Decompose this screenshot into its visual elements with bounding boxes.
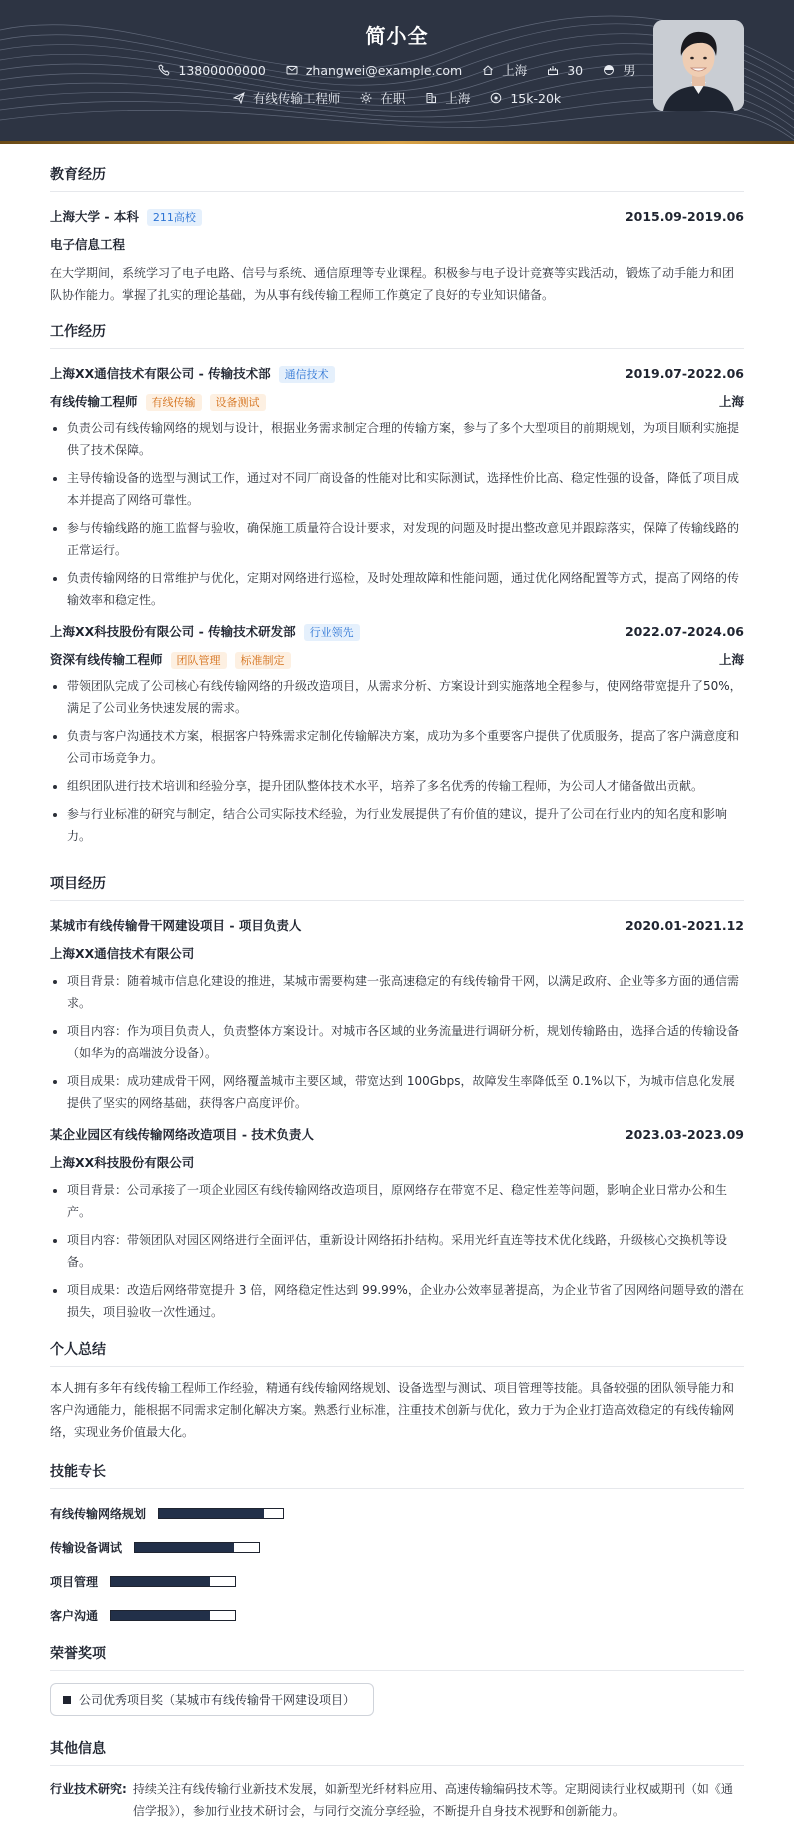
education-section — [50, 164, 744, 306]
project-date: 2023.03-2023.09 — [624, 1126, 744, 1142]
gender-text: 男 — [623, 63, 636, 78]
skill-item — [50, 1605, 402, 1625]
summary-section — [50, 1339, 744, 1443]
position-tag: 设备测试 — [210, 394, 266, 411]
award-item — [50, 1683, 374, 1716]
school-name — [50, 207, 202, 226]
list-item: 组织团队进行技术培训和经验分享，提升团队整体技术水平，培养了多名优秀的传输工程师，为公司人才储备做出贡献。 — [50, 775, 744, 797]
list-item: 负责与客户沟通技术方案，根据客户特殊需求定制化传输解决方案，成功为多个重要客户提供了优质服务，提高了客户满意度和公司市场竞争力。 — [50, 725, 744, 769]
summary-text: 本人拥有多年有线传输工程师工作经验，精通有线传输网络规划、设备选型与测试、项目管理等技能。具备较强的团队领导能力和客户沟通能力，能根据不同需求定制化解决方案。熟悉行业标准，注重技术创新与优化，致力于为企业打造高效稳定的有线传输网络，实现业务价值最大化。 — [50, 1381, 735, 1439]
awards-section — [50, 1643, 744, 1716]
list-item: 项目成果：改造后网络带宽提升 3 倍，网络稳定性达到 99.99%，企业办公效率显著提高，为企业节省了因网络问题导致的潜在损失，项目验收一次性通过。 — [50, 1279, 744, 1323]
company-text: 上海XX科技股份有限公司 - 传输技术研发部 — [50, 623, 296, 639]
company-text: 上海XX通信技术有限公司 - 传输技术部 — [50, 365, 271, 381]
skills-section — [50, 1461, 744, 1639]
project-date: 2020.01-2021.12 — [624, 917, 744, 933]
position — [50, 392, 266, 411]
work-city: 上海 — [718, 652, 744, 667]
skill-item — [50, 1503, 402, 1523]
education-description: 在大学期间，系统学习了电子电路、信号与系统、通信原理等专业课程。积极参与电子设计竞赛等实践活动，锻炼了动手能力和团队协作能力。掌握了扎实的理论基础，为从事有线传输工程师工作奠定了良好的专业知识储备。 — [50, 266, 735, 302]
school-text: 上海大学 - 本科 — [50, 208, 139, 224]
other-section — [50, 1738, 744, 1822]
skill-bar — [110, 1610, 236, 1621]
job-title-item — [233, 89, 341, 107]
section-title-work: 工作经历 — [50, 321, 744, 349]
status-text: 在职 — [380, 91, 406, 106]
skill-bar — [134, 1542, 260, 1553]
status-item — [360, 89, 405, 107]
work-section — [50, 321, 744, 847]
project-item — [50, 915, 744, 1114]
project-company: 上海XX科技股份有限公司 — [50, 1155, 195, 1170]
age-text: 30 — [567, 62, 584, 78]
resume-body — [50, 144, 744, 1822]
list-item: 项目背景：公司承接了一项企业园区有线传输网络改造项目，原网络存在带宽不足、稳定性差等问题，影响企业日常办公和生产。 — [50, 1179, 744, 1223]
email-item — [286, 63, 462, 78]
other-item — [50, 1778, 744, 1822]
projects-section — [50, 873, 744, 1323]
position-text: 有线传输工程师 — [50, 393, 138, 409]
school-tag: 211高校 — [147, 209, 202, 226]
list-item: 项目内容：带领团队对园区网络进行全面评估，重新设计网络拓扑结构。采用光纤直连等技术优化线路，升级核心交换机等设备。 — [50, 1229, 744, 1273]
education-date: 2015.09-2019.06 — [624, 208, 744, 224]
mail-icon — [286, 64, 298, 76]
phone-icon — [158, 64, 170, 76]
square-bullet-icon — [63, 1696, 71, 1704]
work-date: 2019.07-2022.06 — [624, 365, 744, 381]
age-item — [547, 63, 583, 78]
section-title-skills: 技能专长 — [50, 1461, 744, 1489]
candidate-name: 简小全 — [365, 24, 429, 48]
project-bullets — [50, 1179, 744, 1323]
salary-text: 15k-20k — [510, 90, 562, 106]
list-item: 参与行业标准的研究与制定，结合公司实际技术经验，为行业发展提供了有价值的建议，提升了公司在行业内的知名度和影响力。 — [50, 803, 744, 847]
skill-item — [50, 1537, 402, 1557]
work-bullets — [50, 675, 744, 847]
skill-bar — [110, 1576, 236, 1587]
company-tag: 通信技术 — [279, 366, 335, 383]
award-text: 公司优秀项目奖（某城市有线传输骨干网建设项目） — [79, 1693, 356, 1707]
location-item — [482, 61, 527, 79]
section-title-education: 教育经历 — [50, 164, 744, 192]
email-text: zhangwei@example.com — [305, 62, 463, 78]
target-city-text: 上海 — [445, 91, 471, 106]
work-date: 2022.07-2024.06 — [624, 623, 744, 639]
project-title: 某城市有线传输骨干网建设项目 - 项目负责人 — [50, 918, 302, 933]
position-text: 资深有线传输工程师 — [50, 651, 163, 667]
home-icon — [482, 64, 494, 76]
list-item: 项目背景：随着城市信息化建设的推进，某城市需要构建一张高速稳定的有线传输骨干网，以满足政府、企业等多方面的通信需求。 — [50, 970, 744, 1014]
skill-name: 传输设备调试 — [50, 1540, 123, 1555]
education-header-row — [50, 206, 744, 226]
resume-header — [0, 0, 794, 144]
phone-text: 13800000000 — [178, 62, 266, 78]
section-title-awards: 荣誉奖项 — [50, 1643, 744, 1671]
work-city: 上海 — [718, 394, 744, 409]
company-name — [50, 364, 335, 383]
skills-grid — [50, 1503, 744, 1639]
skill-name: 客户沟通 — [50, 1608, 99, 1623]
skill-bar-fill — [111, 1577, 210, 1586]
position — [50, 650, 291, 669]
work-item — [50, 363, 744, 611]
position-tag: 标准制定 — [235, 652, 291, 669]
gender-item — [603, 61, 636, 79]
salary-item — [490, 91, 561, 106]
other-value: 持续关注有线传输行业新技术发展，如新型光纤材料应用、高速传输编码技术等。定期阅读行业权威期刊（如《通信学报》），参加行业技术研讨会，与同行交流分享经验，不断提升自身技术视野和创新能力。 — [132, 1782, 733, 1818]
skill-bar — [158, 1508, 284, 1519]
skill-name: 项目管理 — [50, 1574, 99, 1589]
project-company: 上海XX通信技术有限公司 — [50, 946, 195, 961]
list-item: 参与传输线路的施工监督与验收，确保施工质量符合设计要求，对发现的问题及时提出整改意见并跟踪落实，保障了传输线路的正常运行。 — [50, 517, 744, 561]
company-tag: 行业领先 — [304, 624, 360, 641]
project-item — [50, 1124, 744, 1323]
list-item: 项目成果：成功建成骨干网，网络覆盖城市主要区域，带宽达到 100Gbps，故障发生率降低至 0.1%以下，为城市信息化发展提供了坚实的网络基础，获得客户高度评价。 — [50, 1070, 744, 1114]
skill-bar-fill — [135, 1543, 234, 1552]
list-item: 项目内容：作为项目负责人，负责整体方案设计。对城市各区域的业务流量进行调研分析，规划传输路由，选择合适的传输设备（如华为的高端波分设备）。 — [50, 1020, 744, 1064]
work-header-row — [50, 363, 744, 383]
list-item: 负责传输网络的日常维护与优化，定期对网络进行巡检，及时处理故障和性能问题，通过优化网络配置等方式，提高了网络的传输效率和稳定性。 — [50, 567, 744, 611]
position-tag: 有线传输 — [146, 394, 202, 411]
job-title-text: 有线传输工程师 — [252, 91, 341, 106]
list-item: 带领团队完成了公司核心有线传输网络的升级改造项目，从需求分析、方案设计到实施落地全程参与，使网络带宽提升了50%，满足了公司业务快速发展的需求。 — [50, 675, 744, 719]
company-name — [50, 622, 360, 641]
list-item: 主导传输设备的选型与测试工作，通过对不同厂商设备的性能对比和实际测试，选择性价比高、稳定性强的设备，降低了项目成本并提高了网络可靠性。 — [50, 467, 744, 511]
project-header-row — [50, 1124, 744, 1144]
phone-item — [158, 63, 265, 78]
position-row — [50, 391, 744, 411]
other-label: 行业技术研究: — [50, 1782, 127, 1796]
skill-item — [50, 1571, 402, 1591]
money-icon — [490, 92, 502, 104]
project-bullets — [50, 970, 744, 1114]
project-title: 某企业园区有线传输网络改造项目 - 技术负责人 — [50, 1127, 314, 1142]
building-icon — [425, 92, 437, 104]
section-title-projects: 项目经历 — [50, 873, 744, 901]
sun-icon — [360, 92, 372, 104]
project-header-row — [50, 915, 744, 935]
work-item — [50, 621, 744, 847]
list-item: 负责公司有线传输网络的规划与设计，根据业务需求制定合理的传输方案，参与了多个大型项目的前期规划，为项目顺利实施提供了技术保障。 — [50, 417, 744, 461]
position-tag: 团队管理 — [171, 652, 227, 669]
work-bullets — [50, 417, 744, 611]
section-title-other: 其他信息 — [50, 1738, 744, 1766]
avatar — [653, 20, 744, 111]
skill-bar-fill — [159, 1509, 264, 1518]
send-icon — [233, 92, 245, 104]
gender-icon — [603, 64, 615, 76]
location-text: 上海 — [502, 63, 528, 78]
position-row — [50, 649, 744, 669]
major: 电子信息工程 — [50, 237, 126, 252]
skill-name: 有线传输网络规划 — [50, 1506, 147, 1521]
section-title-summary: 个人总结 — [50, 1339, 744, 1367]
awards-list — [50, 1683, 744, 1716]
work-header-row — [50, 621, 744, 641]
skill-bar-fill — [111, 1611, 210, 1620]
cake-icon — [547, 64, 559, 76]
target-city-item — [425, 89, 470, 107]
